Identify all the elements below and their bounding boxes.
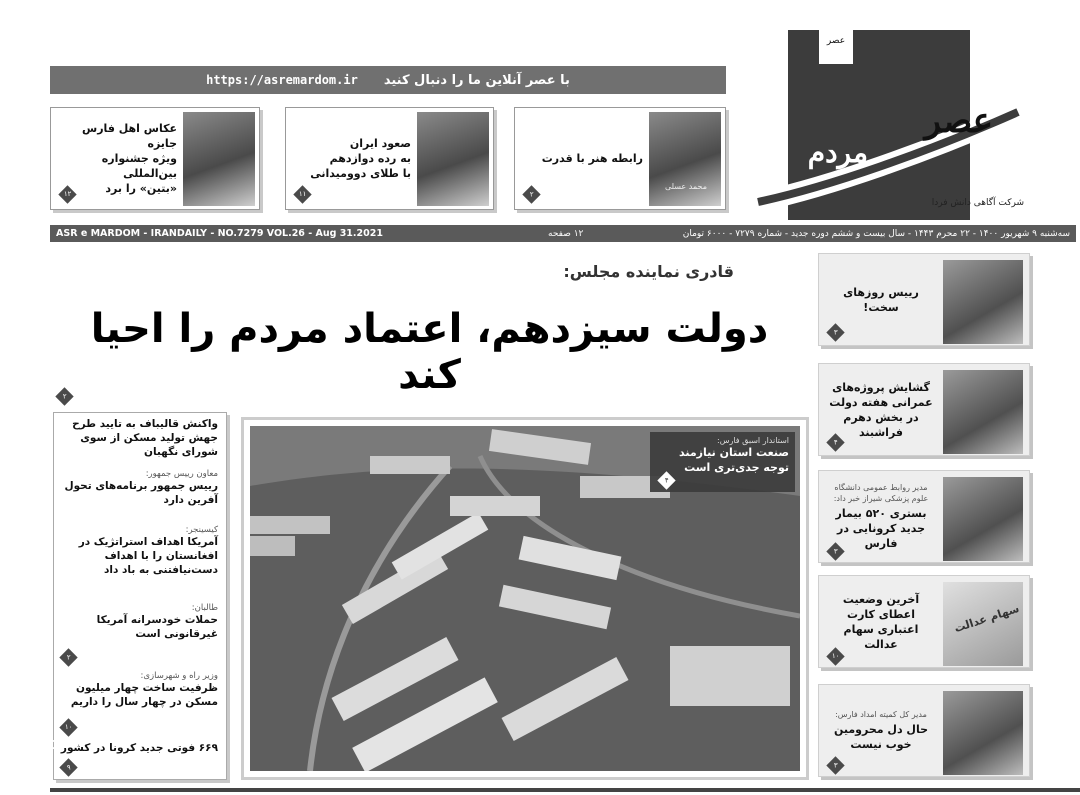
news-photo bbox=[943, 477, 1023, 561]
teaser-title: عکاس اهل فارس جایزه ویژه جشنواره بین‌المللی «بتین» را برد bbox=[82, 122, 177, 195]
masthead bbox=[742, 30, 1032, 220]
industrial-park-photo bbox=[250, 426, 800, 771]
masthead-tab: عصر bbox=[817, 30, 855, 66]
bottom-rule bbox=[50, 788, 1080, 792]
right-news-item-2[interactable]: گشایش پروژه‌های عمرانی هفته دولت در بخش دهرم فراشبند ۴ bbox=[818, 363, 1030, 456]
page-badge: ۳ bbox=[826, 323, 844, 341]
issue-info-strip bbox=[50, 225, 1076, 242]
news-item[interactable]: طالبان: حملات خودسرانه آمریکا غیرقانونی است bbox=[96, 603, 218, 640]
top-banner bbox=[50, 66, 726, 94]
banner-url[interactable]: https://asremardom.ir bbox=[206, 73, 358, 87]
masthead-logo bbox=[748, 92, 1028, 212]
news-item[interactable]: ۶۶۹ فوتی جدید کرونا در کشور bbox=[60, 742, 218, 754]
teaser-photo bbox=[417, 112, 489, 206]
news-item[interactable]: وزیر راه و شهرسازی: ظرفیت ساخت چهار میلیون مسکن در چهار سال را داریم bbox=[70, 671, 218, 708]
page-badge: ۳ bbox=[826, 542, 844, 560]
news-photo bbox=[943, 260, 1023, 344]
news-item[interactable]: واکنش قالیباف به تایید طرح جهش تولید مسکن از سوی شورای نگهبان bbox=[72, 418, 218, 458]
page-badge: ۱۰ bbox=[826, 647, 844, 665]
page-badge: ۲ bbox=[55, 387, 73, 405]
teaser-photographer-award[interactable] bbox=[50, 107, 260, 210]
issue-info-persian: سه‌شنبه ۹ شهریور ۱۴۰۰ - ۲۲ محرم ۱۴۴۳ - سال بیست و ششم دوره جدید - شماره ۷۲۷۹ - ۶۰۰۰ تومان bbox=[682, 228, 1070, 239]
right-news-item-3[interactable]: مدیر روابط عمومی دانشگاه علوم پزشکی شیراز خبر داد: بستری ۵۲۰ بیمار جدید کرونایی در فارس ۳ bbox=[818, 470, 1030, 563]
masthead-subtitle: شرکت آگاهی دانش فردا bbox=[931, 198, 1024, 208]
teaser-photo bbox=[649, 112, 721, 206]
logo-word-bottom: مردم bbox=[807, 136, 868, 169]
news-photo: سهام عدالت bbox=[943, 582, 1023, 666]
main-headline[interactable]: دولت سیزدهم، اعتماد مردم را احیا کند bbox=[90, 306, 769, 398]
page-badge: ۱۱ bbox=[293, 185, 311, 203]
teaser-title: صعود ایران به رده دوازدهم با طلای دوومیدانی bbox=[310, 137, 411, 180]
teaser-art-power[interactable] bbox=[514, 107, 726, 210]
page-badge: ۴ bbox=[657, 471, 675, 489]
right-news-item-5[interactable]: مدیر کل کمیته امداد فارس: حال دل محرومین خوب نیست ۳ bbox=[818, 684, 1030, 777]
yjc-watermark: YJC bbox=[34, 738, 56, 752]
news-photo bbox=[943, 370, 1023, 454]
news-item[interactable]: کیسینجر: آمریکا اهداف استراتژیک در افغانستان را با اهداف دست‌نیافتنی به باد داد bbox=[78, 525, 218, 576]
banner-text: با عصر آنلاین ما را دنبال کنید bbox=[383, 72, 570, 88]
page-badge: ۴ bbox=[826, 433, 844, 451]
page-badge: ۲ bbox=[59, 648, 77, 666]
logo-word-top: عصر bbox=[924, 101, 993, 141]
teaser-caption: محمد عسلی bbox=[664, 182, 707, 191]
right-news-item-1[interactable]: رییس روزهای سخت! ۳ bbox=[818, 253, 1030, 346]
news-photo bbox=[943, 691, 1023, 775]
teaser-title: رابطه هنر با قدرت bbox=[541, 152, 643, 165]
news-item[interactable]: معاون رییس جمهور: رییس جمهور برنامه‌های تحول آفرین دارد bbox=[64, 469, 218, 506]
page-badge: ۲ bbox=[522, 185, 540, 203]
left-news-column bbox=[53, 412, 227, 780]
page-badge: ۱۲ bbox=[58, 185, 76, 203]
headline-kicker: قادری نماینده مجلس: bbox=[563, 262, 734, 281]
right-news-item-4[interactable]: سهام عدالت آخرین وضعیت اعطای کارت اعتباری سهام عدالت ۱۰ bbox=[818, 575, 1030, 668]
issue-info-english: ASR e MARDOM - IRANDAILY - NO.7279 VOL.26 - Aug 31.2021 bbox=[56, 228, 383, 239]
page-badge: ۹ bbox=[59, 758, 77, 776]
teaser-iran-athletics[interactable] bbox=[285, 107, 494, 210]
page-badge: ۱۰ bbox=[59, 718, 77, 736]
page-badge: ۳ bbox=[826, 756, 844, 774]
main-photo-frame[interactable] bbox=[241, 417, 809, 780]
page-count: ۱۲ صفحه bbox=[548, 228, 584, 239]
photo-caption-box[interactable]: استاندار اسبق فارس: صنعت استان نیازمند توجه جدی‌تری است ۴ bbox=[650, 432, 795, 492]
teaser-photo bbox=[183, 112, 255, 206]
